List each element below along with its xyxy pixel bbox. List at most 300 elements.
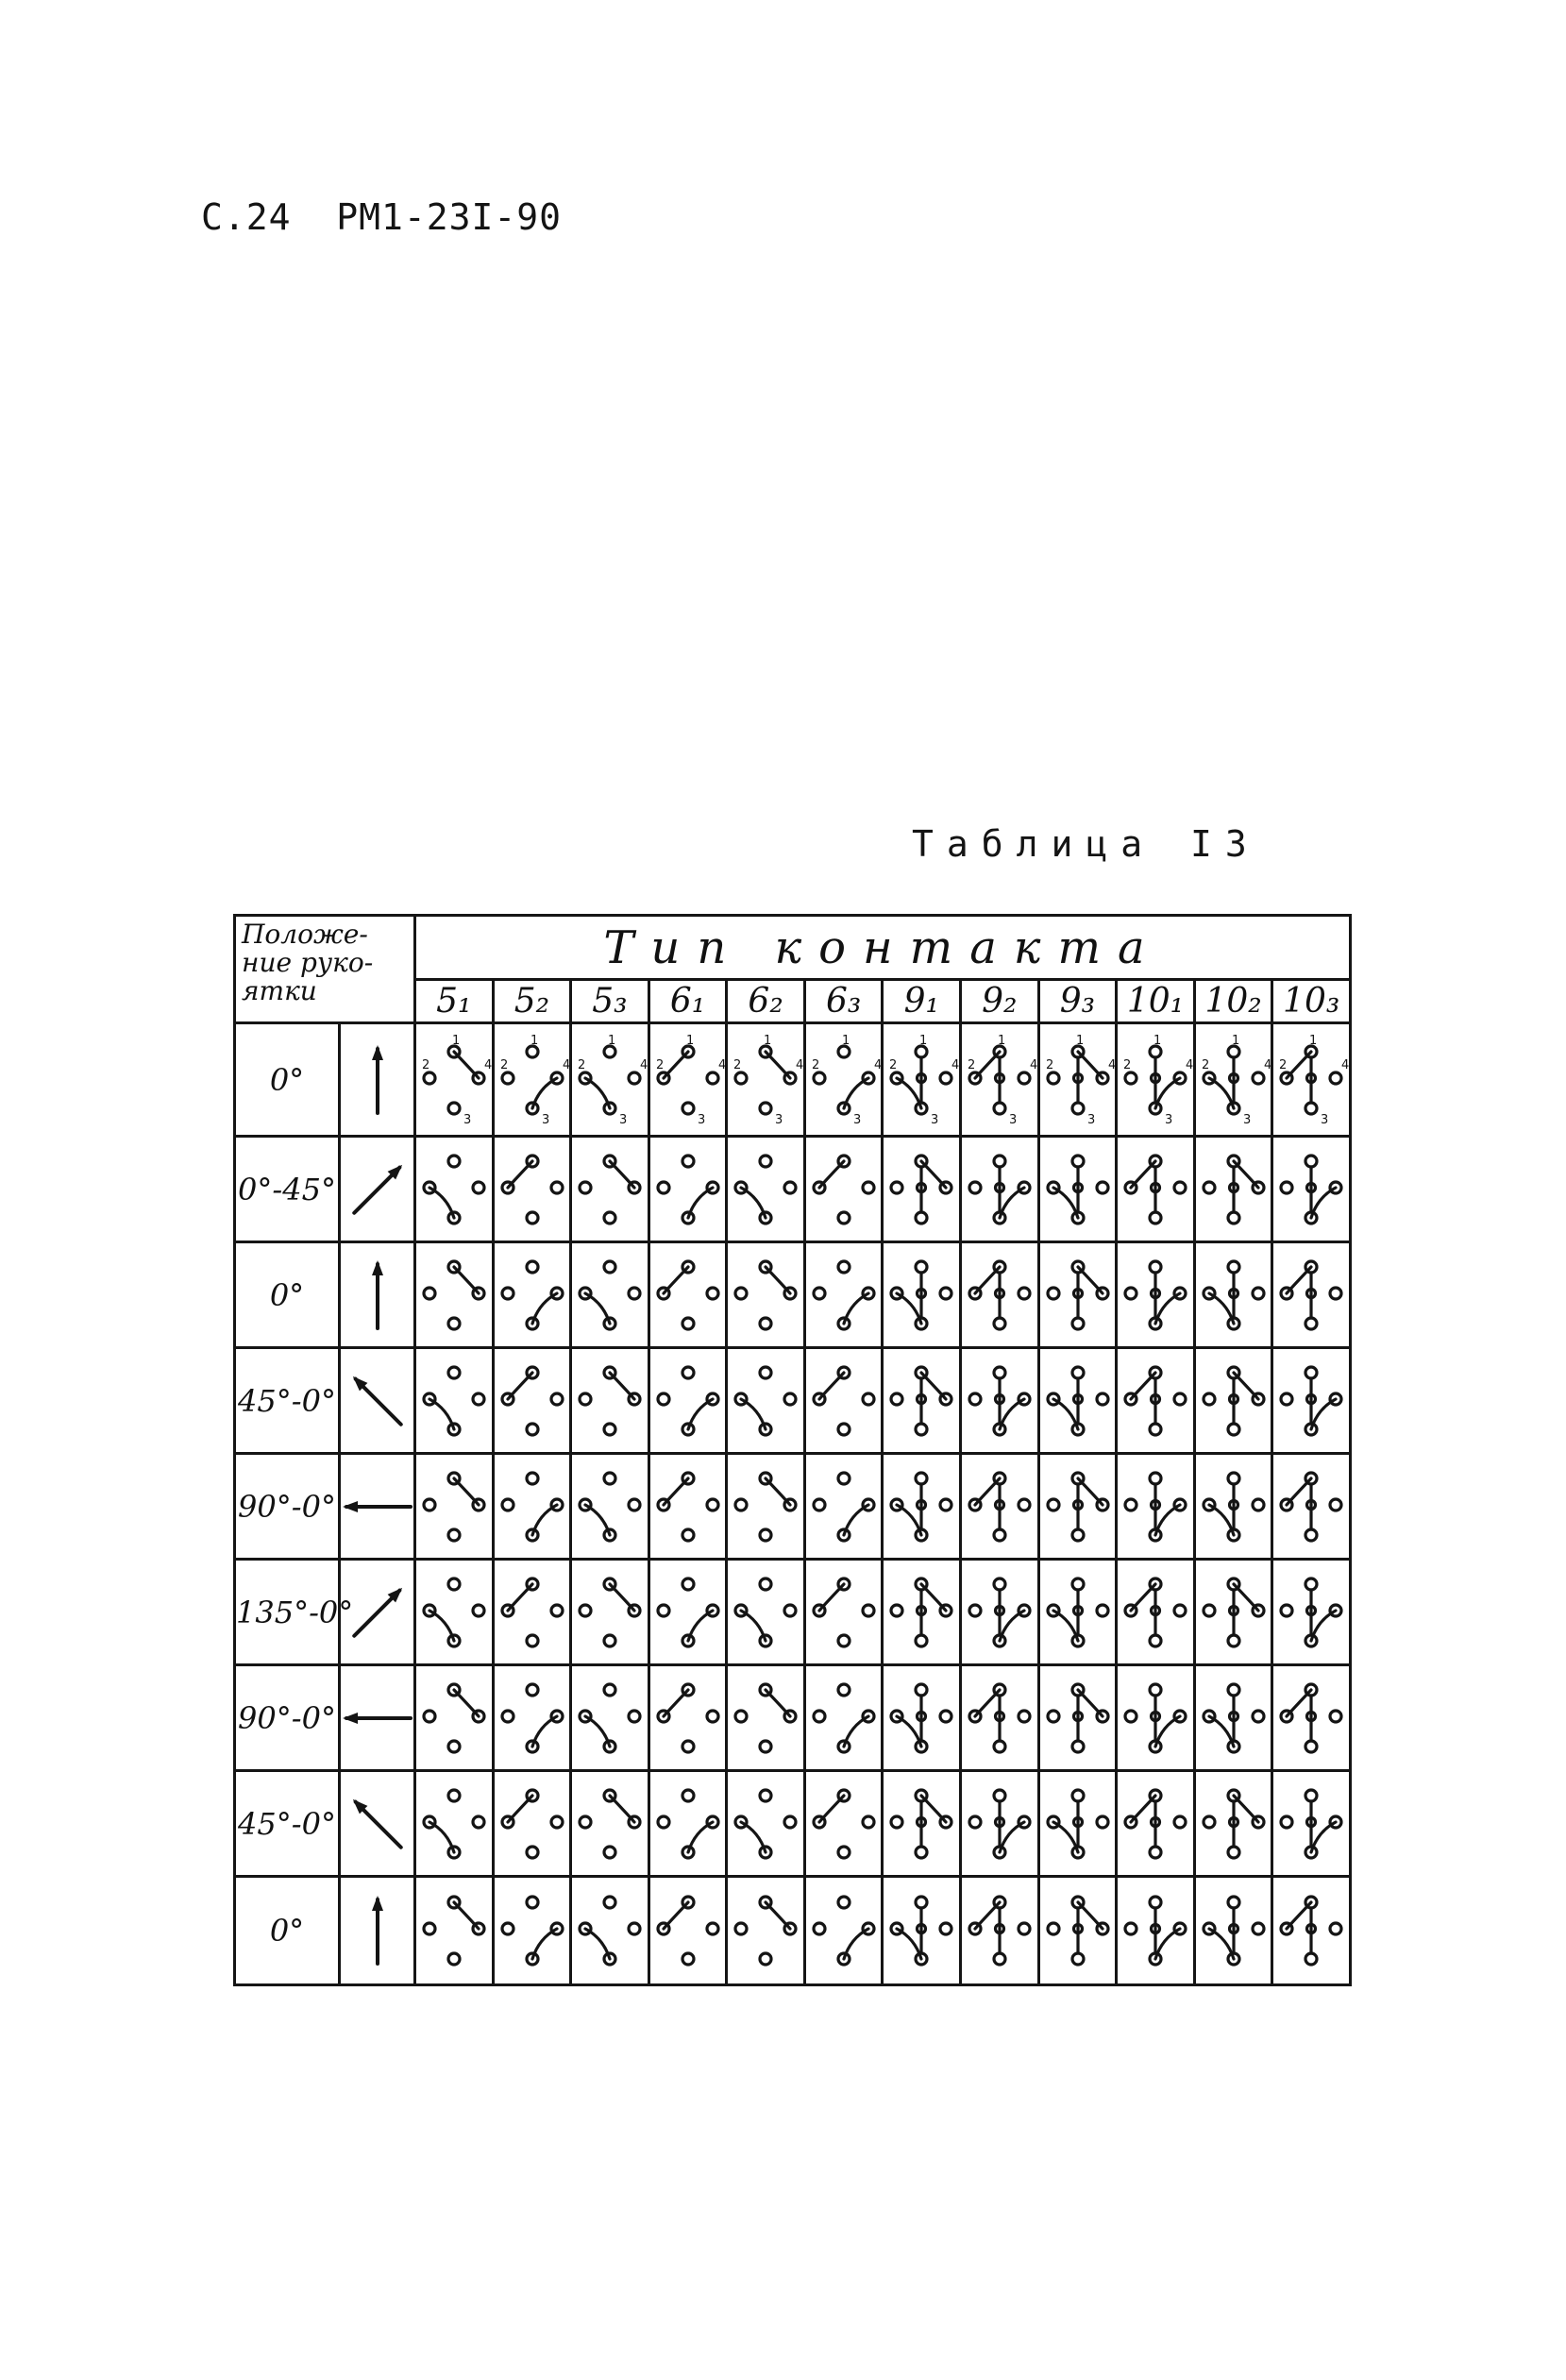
terminal-number: 2 <box>1279 1057 1288 1072</box>
contact-cell <box>1272 1560 1351 1665</box>
terminal-3 <box>994 1741 1005 1752</box>
contact-cell <box>961 1137 1039 1242</box>
contact-diagram-icon <box>1196 1673 1271 1764</box>
table-row <box>235 1560 1351 1665</box>
terminal-number: 4 <box>717 1057 727 1072</box>
terminal-1 <box>1305 1790 1317 1801</box>
terminal-3 <box>1228 1424 1239 1435</box>
terminal-2 <box>969 1816 981 1828</box>
contact-cell <box>727 1242 805 1348</box>
terminal-number: 2 <box>578 1057 586 1072</box>
column-header: 5₃ <box>571 980 649 1023</box>
column-header: 9₂ <box>961 980 1039 1023</box>
contact-diagram-icon <box>806 1673 882 1764</box>
terminal-1 <box>1150 1261 1161 1273</box>
contact-diagram-icon <box>728 1356 803 1446</box>
contact-cell <box>493 1242 571 1348</box>
handle-position-icon <box>345 1359 411 1443</box>
contact-diagram-icon <box>1196 1779 1271 1869</box>
terminal-4 <box>863 1182 874 1193</box>
terminal-number: 1 <box>452 1033 461 1048</box>
terminal-4 <box>551 1816 563 1828</box>
contact-bridge <box>610 1161 634 1188</box>
handle-cell <box>340 1348 415 1454</box>
contact-bridge <box>819 1584 844 1611</box>
column-header: 10₁ <box>1117 980 1195 1023</box>
terminal-number: 2 <box>422 1057 430 1072</box>
contact-cell <box>727 1023 805 1137</box>
terminal-number: 4 <box>951 1057 960 1072</box>
contact-diagram-icon <box>1118 1461 1193 1552</box>
terminal-4 <box>473 1393 484 1405</box>
terminal-3 <box>527 1635 538 1646</box>
terminal-4 <box>940 1923 951 1934</box>
terminal-4 <box>1097 1393 1108 1405</box>
contact-bridge <box>454 1478 479 1505</box>
contact-cell <box>415 1348 494 1454</box>
terminal-number: 4 <box>796 1057 804 1072</box>
contact-diagram-icon <box>1196 1461 1271 1552</box>
terminal-3 <box>527 1847 538 1858</box>
contact-cell <box>571 1242 649 1348</box>
contact-diagram-icon <box>728 1567 803 1658</box>
contact-cell <box>1272 1348 1351 1454</box>
terminal-4 <box>1097 1605 1108 1616</box>
contact-diagram-icon <box>1273 1250 1349 1341</box>
terminal-4 <box>707 1072 718 1084</box>
contact-diagram-icon <box>728 1461 803 1552</box>
contact-cell <box>804 1242 883 1348</box>
contact-cell <box>727 1877 805 1985</box>
contact-cell <box>415 1877 494 1985</box>
contact-diagram-icon <box>572 1144 648 1235</box>
contact-cell <box>571 1137 649 1242</box>
terminal-2 <box>502 1711 514 1722</box>
terminal-3 <box>1072 1529 1084 1541</box>
terminal-2 <box>502 1072 514 1084</box>
contact-diagram-icon <box>1273 1461 1349 1552</box>
contact-diagram-icon <box>1040 1567 1116 1658</box>
contact-diagram-icon <box>1196 1035 1271 1125</box>
contact-cell <box>493 1137 571 1242</box>
contact-cell <box>1117 1348 1195 1454</box>
contact-cell <box>493 1771 571 1877</box>
terminal-number: 2 <box>968 1057 976 1072</box>
contact-cell <box>883 1348 961 1454</box>
terminal-3 <box>682 1318 694 1329</box>
contact-diagram-icon <box>1118 1356 1193 1446</box>
terminal-3 <box>682 1953 694 1965</box>
contact-diagram-icon <box>962 1144 1037 1235</box>
contact-bridge <box>610 1584 634 1611</box>
terminal-1 <box>682 1578 694 1590</box>
terminal-number: 1 <box>1153 1033 1162 1048</box>
contact-cell <box>961 1560 1039 1665</box>
contact-diagram-icon <box>416 1779 492 1869</box>
handle-position-label: 90°-0° <box>235 1454 340 1560</box>
contact-diagram-icon <box>728 1673 803 1764</box>
contact-diagram-icon <box>495 1779 570 1869</box>
contact-diagram-icon <box>1273 1356 1349 1446</box>
contact-cell <box>727 1454 805 1560</box>
contact-cell <box>1194 1877 1272 1985</box>
column-header: 6₃ <box>804 980 883 1023</box>
contact-diagram-icon <box>884 1461 959 1552</box>
contact-bridge <box>766 1052 790 1078</box>
terminal-2 <box>1281 1182 1292 1193</box>
terminal-2 <box>658 1393 669 1405</box>
terminal-number: 4 <box>1341 1057 1350 1072</box>
contact-cell <box>493 1877 571 1985</box>
terminal-number: 2 <box>733 1057 742 1072</box>
contact-diagram-icon <box>884 1673 959 1764</box>
contact-bridge <box>454 1690 479 1716</box>
terminal-3 <box>1150 1212 1161 1224</box>
terminal-number: 1 <box>919 1033 928 1048</box>
contact-diagram-icon <box>650 1035 726 1125</box>
contact-diagram-icon <box>806 1035 882 1125</box>
terminal-number: 3 <box>1086 1112 1095 1127</box>
contact-cell <box>1117 1454 1195 1560</box>
terminal-2 <box>969 1605 981 1616</box>
column-header: 6₂ <box>727 980 805 1023</box>
contact-cell <box>727 1560 805 1665</box>
contact-diagram-icon <box>650 1356 726 1446</box>
contact-cell <box>1038 1348 1117 1454</box>
contact-diagram-icon <box>1118 1673 1193 1764</box>
contact-diagram-icon <box>495 1567 570 1658</box>
terminal-1 <box>1072 1790 1084 1801</box>
terminal-3 <box>448 1103 460 1114</box>
terminal-number: 3 <box>697 1112 706 1127</box>
contact-bridge <box>664 1052 688 1078</box>
contact-cell <box>883 1560 961 1665</box>
terminal-1 <box>916 1897 927 1908</box>
terminal-2 <box>735 1711 747 1722</box>
terminal-3 <box>448 1741 460 1752</box>
terminal-2 <box>891 1605 902 1616</box>
contact-diagram-icon <box>806 1356 882 1446</box>
terminal-3 <box>1150 1424 1161 1435</box>
contact-cell <box>1038 1877 1117 1985</box>
contact-cell <box>493 1348 571 1454</box>
terminal-2 <box>1204 1816 1215 1828</box>
contact-cell <box>493 1665 571 1771</box>
terminal-1 <box>448 1578 460 1590</box>
column-header: 9₁ <box>883 980 961 1023</box>
table-row <box>235 1877 1351 1985</box>
terminal-number: 4 <box>562 1057 570 1072</box>
terminal-1 <box>682 1367 694 1378</box>
contact-bridge <box>508 1161 532 1188</box>
contact-cell <box>727 1771 805 1877</box>
terminal-4 <box>1174 1393 1186 1405</box>
terminal-2 <box>1125 1711 1137 1722</box>
terminal-4 <box>940 1499 951 1511</box>
terminal-4 <box>1330 1711 1341 1722</box>
contact-diagram-icon <box>1040 1144 1116 1235</box>
contact-diagram-icon <box>728 1144 803 1235</box>
terminal-3 <box>916 1635 927 1646</box>
terminal-1 <box>994 1367 1005 1378</box>
terminal-4 <box>1174 1816 1186 1828</box>
contact-diagram-icon <box>1196 1567 1271 1658</box>
contact-diagram-icon <box>1040 1461 1116 1552</box>
terminal-4 <box>1253 1072 1264 1084</box>
handle-position-label: 45°-0° <box>235 1348 340 1454</box>
terminal-2 <box>814 1072 825 1084</box>
terminal-3 <box>1228 1212 1239 1224</box>
terminal-1 <box>1228 1684 1239 1696</box>
handle-position-icon <box>345 1147 411 1232</box>
terminal-3 <box>682 1529 694 1541</box>
contact-diagram-icon <box>884 1885 959 1976</box>
contact-bridge <box>819 1796 844 1822</box>
contact-cell <box>804 1877 883 1985</box>
handle-position-icon <box>345 1888 411 1973</box>
terminal-2 <box>1125 1499 1137 1511</box>
contact-cell <box>1194 1137 1272 1242</box>
handle-position-label: 0°-45° <box>235 1137 340 1242</box>
terminal-3 <box>994 1529 1005 1541</box>
handle-position-icon <box>345 1570 411 1655</box>
terminal-1 <box>682 1156 694 1167</box>
handle-position-label: 45°-0° <box>235 1771 340 1877</box>
contact-cell <box>883 1242 961 1348</box>
contact-table-wrap <box>233 914 1352 1982</box>
contact-diagram-icon <box>1196 1885 1271 1976</box>
terminal-2 <box>1048 1072 1059 1084</box>
terminal-4 <box>629 1499 640 1511</box>
contact-cell <box>804 1348 883 1454</box>
contact-diagram-icon <box>728 1035 803 1125</box>
handle-cell <box>340 1877 415 1985</box>
terminal-4 <box>707 1499 718 1511</box>
terminal-number: 4 <box>484 1057 493 1072</box>
contact-diagram-icon <box>962 1035 1037 1125</box>
terminal-1 <box>760 1578 771 1590</box>
contact-bridge <box>664 1478 688 1505</box>
contact-cell <box>961 1877 1039 1985</box>
contact-cell <box>415 1771 494 1877</box>
contact-diagram-icon <box>884 1356 959 1446</box>
terminal-3 <box>1228 1635 1239 1646</box>
contact-diagram-icon <box>650 1461 726 1552</box>
handle-cell <box>340 1242 415 1348</box>
terminal-4 <box>1019 1923 1030 1934</box>
terminal-2 <box>658 1816 669 1828</box>
terminal-number: 1 <box>530 1033 538 1048</box>
terminal-2 <box>1281 1393 1292 1405</box>
contact-bridge <box>664 1902 688 1929</box>
terminal-2 <box>1281 1605 1292 1616</box>
contact-cell <box>571 1665 649 1771</box>
contact-diagram-icon <box>572 1035 648 1125</box>
terminal-4 <box>629 1711 640 1722</box>
contact-cell <box>648 1242 727 1348</box>
terminal-3 <box>994 1953 1005 1965</box>
contact-diagram-icon <box>650 1567 726 1658</box>
terminal-4 <box>1019 1288 1030 1299</box>
terminal-2 <box>969 1393 981 1405</box>
contact-cell <box>415 1242 494 1348</box>
terminal-1 <box>1150 1473 1161 1484</box>
contact-cell <box>961 1771 1039 1877</box>
terminal-number: 3 <box>1165 1112 1173 1127</box>
contact-type-header: Тип контакта <box>415 916 1351 980</box>
contact-cell <box>1194 1665 1272 1771</box>
terminal-2 <box>1281 1816 1292 1828</box>
terminal-4 <box>784 1816 796 1828</box>
contact-cell <box>1038 1665 1117 1771</box>
terminal-4 <box>707 1711 718 1722</box>
terminal-3 <box>1305 1953 1317 1965</box>
terminal-1 <box>838 1684 850 1696</box>
contact-cell <box>1194 1560 1272 1665</box>
terminal-number: 3 <box>1009 1112 1018 1127</box>
table-row <box>235 1023 1351 1137</box>
contact-bridge <box>610 1373 634 1399</box>
contact-cell <box>804 1771 883 1877</box>
terminal-1 <box>527 1473 538 1484</box>
terminal-1 <box>994 1790 1005 1801</box>
contact-diagram-icon <box>1040 1035 1116 1125</box>
terminal-2 <box>891 1816 902 1828</box>
contact-diagram-icon <box>1196 1250 1271 1341</box>
column-header: 5₂ <box>493 980 571 1023</box>
terminal-1 <box>994 1578 1005 1590</box>
contact-cell <box>571 1454 649 1560</box>
contact-cell <box>804 1137 883 1242</box>
terminal-2 <box>814 1923 825 1934</box>
terminal-2 <box>891 1182 902 1193</box>
terminal-4 <box>707 1288 718 1299</box>
contact-diagram-icon <box>728 1250 803 1341</box>
handle-cell <box>340 1023 415 1137</box>
handle-position-icon <box>345 1464 411 1549</box>
contact-cell <box>571 1771 649 1877</box>
contact-cell <box>1272 1023 1351 1137</box>
terminal-4 <box>1097 1816 1108 1828</box>
terminal-1 <box>527 1261 538 1273</box>
contact-diagram-icon <box>1196 1356 1271 1446</box>
contact-diagram-icon <box>806 1250 882 1341</box>
terminal-2 <box>814 1288 825 1299</box>
terminal-1 <box>682 1790 694 1801</box>
terminal-4 <box>1330 1499 1341 1511</box>
contact-diagram-icon <box>884 1035 959 1125</box>
terminal-3 <box>760 1529 771 1541</box>
terminal-1 <box>527 1684 538 1696</box>
contact-cell <box>648 1023 727 1137</box>
contact-diagram-icon <box>416 1567 492 1658</box>
terminal-2 <box>580 1182 591 1193</box>
terminal-3 <box>1150 1635 1161 1646</box>
terminal-2 <box>502 1923 514 1934</box>
terminal-1 <box>1228 1473 1239 1484</box>
terminal-1 <box>760 1156 771 1167</box>
contact-diagram-icon <box>1273 1035 1349 1125</box>
contact-diagram-icon <box>495 1035 570 1125</box>
terminal-3 <box>994 1318 1005 1329</box>
position-header <box>235 916 415 1023</box>
terminal-3 <box>760 1741 771 1752</box>
contact-bridge <box>508 1373 532 1399</box>
contact-diagram-icon <box>572 1779 648 1869</box>
terminal-2 <box>424 1923 435 1934</box>
terminal-2 <box>1048 1288 1059 1299</box>
contact-cell <box>1117 1023 1195 1137</box>
contact-diagram-icon <box>650 1144 726 1235</box>
contact-diagram-icon <box>806 1779 882 1869</box>
contact-bridge <box>454 1902 479 1929</box>
contact-cell <box>648 1665 727 1771</box>
terminal-3 <box>448 1953 460 1965</box>
terminal-4 <box>784 1182 796 1193</box>
contact-diagram-icon <box>416 1144 492 1235</box>
contact-cell <box>961 1665 1039 1771</box>
terminal-4 <box>629 1288 640 1299</box>
terminal-3 <box>916 1847 927 1858</box>
terminal-1 <box>604 1261 615 1273</box>
contact-cell <box>1194 1242 1272 1348</box>
terminal-2 <box>814 1711 825 1722</box>
contact-cell <box>727 1665 805 1771</box>
contact-diagram-icon <box>1273 1779 1349 1869</box>
terminal-4 <box>1019 1072 1030 1084</box>
terminal-1 <box>1305 1367 1317 1378</box>
terminal-2 <box>1125 1288 1137 1299</box>
terminal-2 <box>891 1393 902 1405</box>
contact-bridge <box>610 1796 634 1822</box>
contact-cell <box>1272 1454 1351 1560</box>
terminal-3 <box>1305 1529 1317 1541</box>
terminal-4 <box>1253 1923 1264 1934</box>
contact-cell <box>1038 1242 1117 1348</box>
terminal-1 <box>527 1897 538 1908</box>
terminal-1 <box>838 1473 850 1484</box>
contact-bridge <box>508 1796 532 1822</box>
contact-cell <box>1117 1137 1195 1242</box>
terminal-3 <box>1305 1318 1317 1329</box>
contact-diagram-icon <box>416 1673 492 1764</box>
contact-cell <box>1272 1242 1351 1348</box>
contact-cell <box>648 1560 727 1665</box>
contact-table <box>233 914 1352 1986</box>
contact-diagram-icon <box>572 1250 648 1341</box>
terminal-2 <box>658 1605 669 1616</box>
contact-diagram-icon <box>806 1461 882 1552</box>
terminal-2 <box>424 1499 435 1511</box>
terminal-1 <box>1305 1578 1317 1590</box>
contact-diagram-icon <box>650 1779 726 1869</box>
terminal-3 <box>916 1212 927 1224</box>
terminal-3 <box>916 1424 927 1435</box>
contact-diagram-icon <box>495 1250 570 1341</box>
contact-diagram-icon <box>1118 1779 1193 1869</box>
contact-cell <box>1194 1023 1272 1137</box>
contact-diagram-icon <box>1118 1567 1193 1658</box>
contact-diagram-icon <box>1118 1144 1193 1235</box>
contact-cell <box>648 1877 727 1985</box>
terminal-4 <box>473 1182 484 1193</box>
contact-diagram-icon <box>572 1567 648 1658</box>
terminal-4 <box>1253 1711 1264 1722</box>
terminal-2 <box>502 1499 514 1511</box>
contact-bridge <box>766 1690 790 1716</box>
terminal-1 <box>1072 1578 1084 1590</box>
contact-diagram-icon <box>728 1885 803 1976</box>
